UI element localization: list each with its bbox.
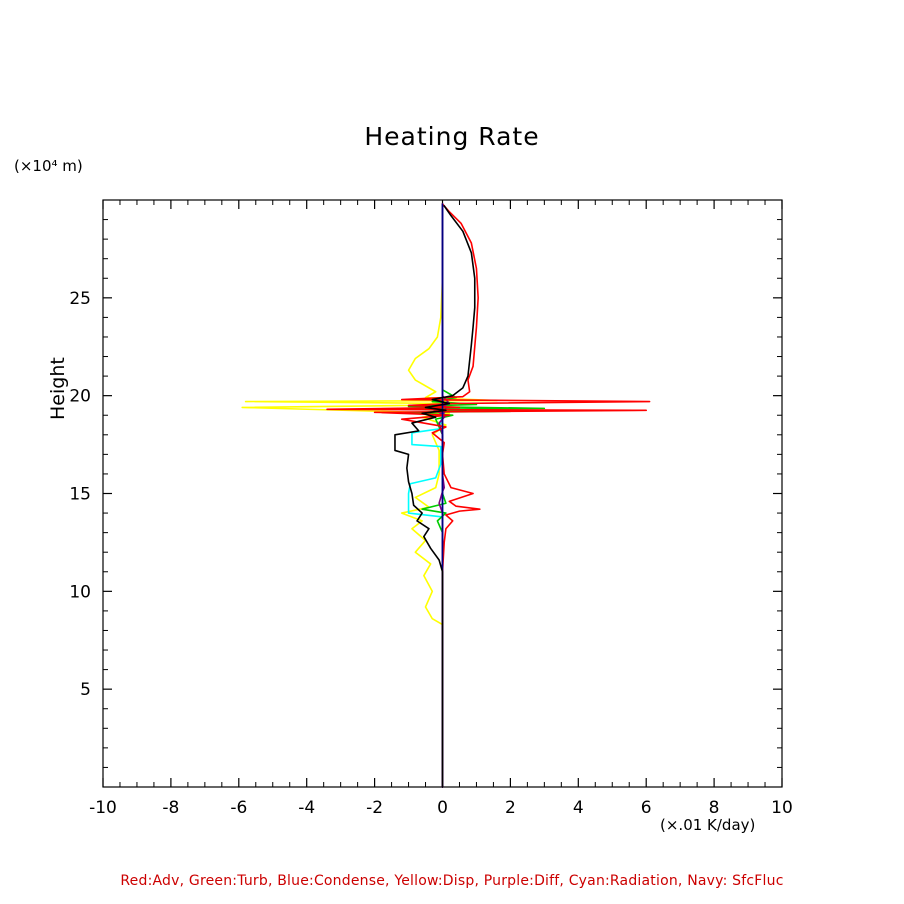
legend-caption: Red:Adv, Green:Turb, Blue:Condense, Yellow:Disp, Purple:Diff, Cyan:Radiation, Navy: SfcFluc [120, 873, 784, 889]
x-tick-label: 4 [572, 798, 584, 818]
series-line-radiation [409, 204, 443, 787]
x-tick-label: 10 [771, 798, 793, 818]
data-series [242, 204, 649, 787]
x-tick-label: 6 [640, 798, 652, 818]
x-tick-label: 0 [437, 798, 448, 818]
tick-labels [69, 289, 792, 818]
x-axis-units-label: (×.01 K/day) [660, 816, 756, 834]
y-axis-title: Height [47, 357, 69, 420]
y-tick-label: 10 [69, 582, 91, 603]
y-tick-label: 15 [69, 484, 91, 505]
series-line-turb [402, 204, 545, 787]
x-tick-label: -8 [162, 798, 180, 818]
y-tick-label: 20 [69, 386, 91, 407]
series-line-disp [242, 204, 497, 787]
x-tick-label: -2 [366, 798, 384, 818]
x-tick-label: -4 [298, 798, 316, 818]
x-tick-label: -6 [230, 798, 248, 818]
y-tick-label: 25 [69, 288, 91, 309]
series-line-adv [327, 204, 650, 787]
x-tick-label: -10 [89, 798, 117, 818]
x-tick-label: 8 [708, 798, 720, 818]
y-axis-units-label: (×10⁴ m) [14, 157, 83, 175]
x-tick-label: 2 [504, 798, 516, 818]
series-line-diff [432, 204, 449, 787]
page-title: Heating Rate [364, 122, 540, 151]
y-tick-label: 5 [80, 680, 91, 701]
